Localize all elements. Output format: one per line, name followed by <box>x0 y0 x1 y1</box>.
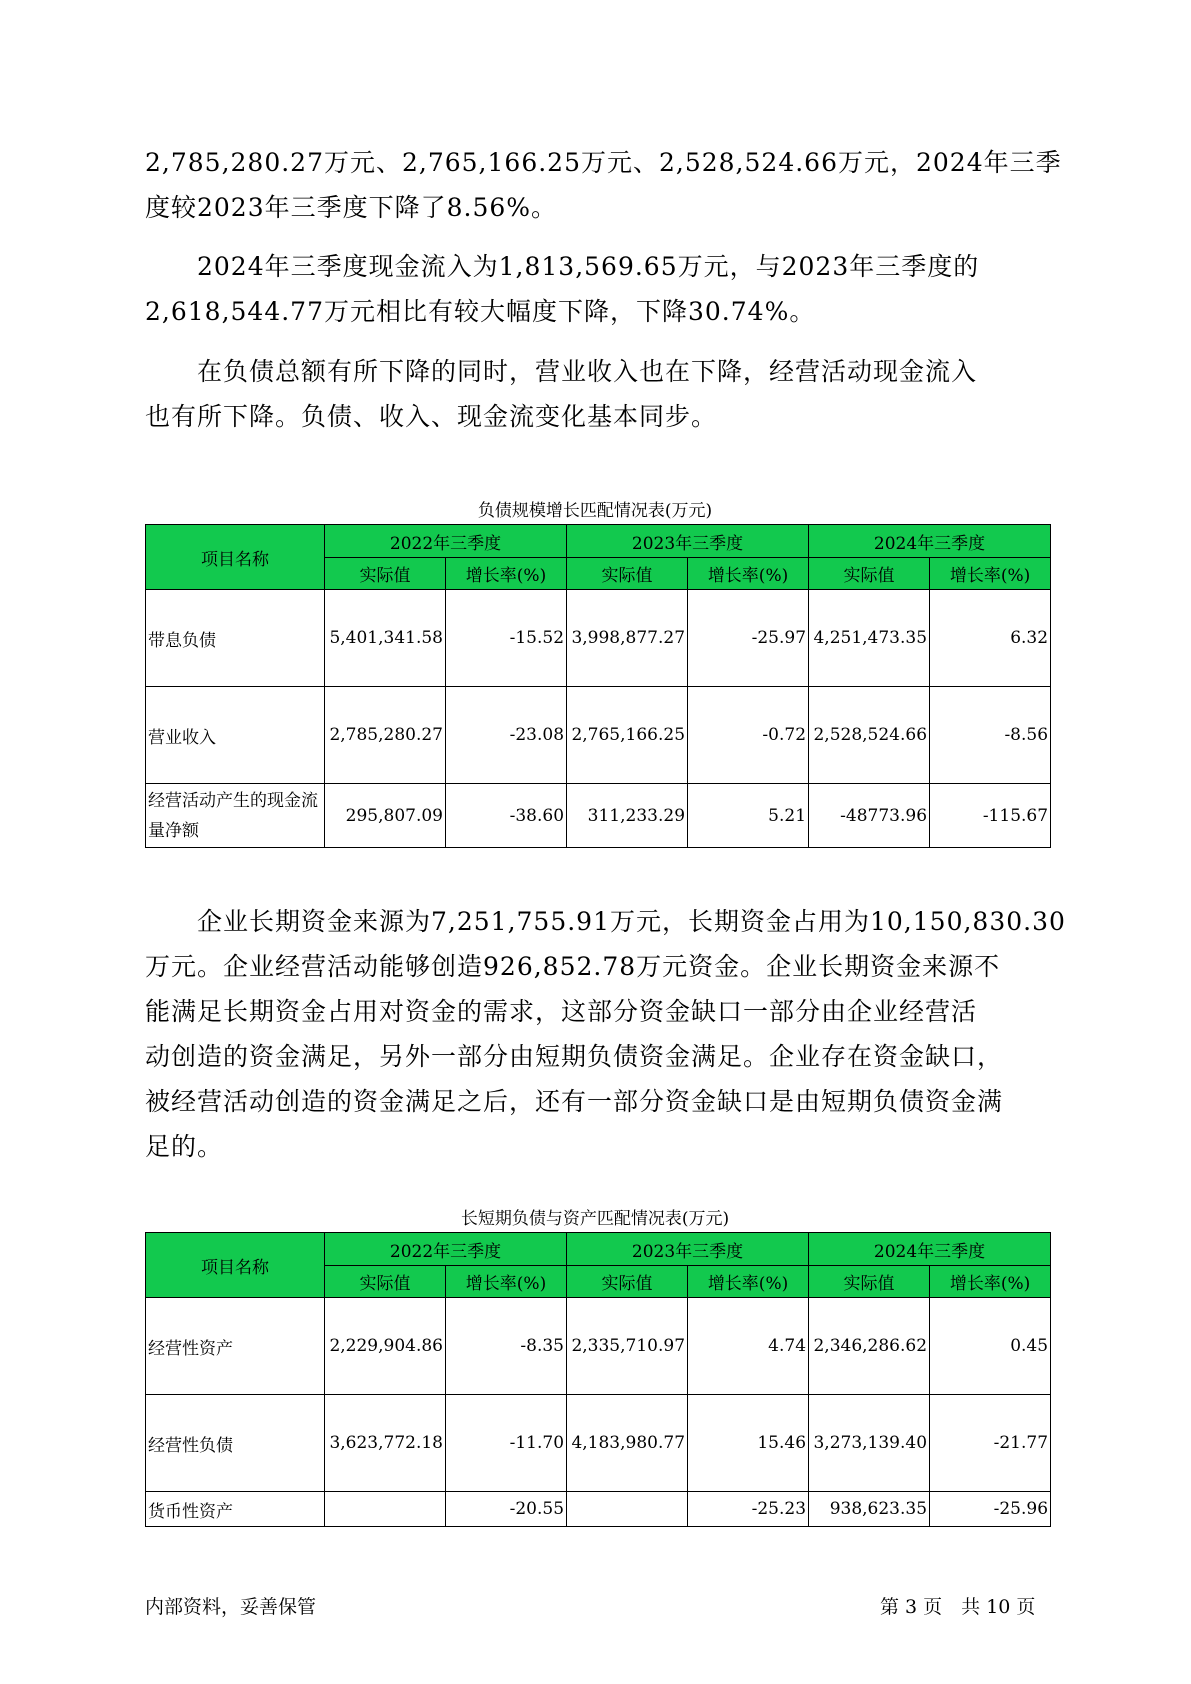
header-actual: 实际值 <box>325 558 446 590</box>
cell-value <box>325 1492 446 1527</box>
cell-value: 3,273,139.40 <box>809 1395 930 1492</box>
text-line: 也有所下降。负债、收入、现金流变化基本同步。 <box>145 402 718 431</box>
text-line: 2024年三季度现金流入为1,813,569.65万元，与2023年三季度的 <box>145 252 980 281</box>
debt-asset-match-table <box>145 1232 1051 1527</box>
cell-value: 2,346,286.62 <box>809 1298 930 1395</box>
header-actual: 实际值 <box>809 1266 930 1298</box>
header-growth: 增长率(%) <box>688 558 809 590</box>
cell-value: 2,785,280.27 <box>325 687 446 784</box>
paragraph-cash-inflow <box>145 244 1045 334</box>
text-line: 在负债总额有所下降的同时，营业收入也在下降，经营活动现金流入 <box>145 357 978 386</box>
header-growth: 增长率(%) <box>688 1266 809 1298</box>
header-actual: 实际值 <box>809 558 930 590</box>
cell-value: 5.21 <box>688 784 809 848</box>
cell-value: 0.45 <box>930 1298 1051 1395</box>
header-period: 2024年三季度 <box>809 525 1051 558</box>
header-growth: 增长率(%) <box>930 558 1051 590</box>
cell-value: -21.77 <box>930 1395 1051 1492</box>
header-growth: 增长率(%) <box>446 558 567 590</box>
cell-value: 2,335,710.97 <box>567 1298 688 1395</box>
row-name: 营业收入 <box>146 687 325 784</box>
header-actual: 实际值 <box>567 1266 688 1298</box>
row-name: 带息负债 <box>146 590 325 687</box>
header-period: 2022年三季度 <box>325 525 567 558</box>
cell-value: -8.35 <box>446 1298 567 1395</box>
paragraph-summary <box>145 349 1045 439</box>
footer-confidential-note: 内部资料，妥善保管 <box>145 1596 317 1618</box>
table-row <box>146 1298 1051 1395</box>
table-row <box>146 590 1051 687</box>
header-item-name: 项目名称 <box>146 525 325 590</box>
cell-value: 2,528,524.66 <box>809 687 930 784</box>
paragraph-revenue <box>145 140 1062 230</box>
cell-value: -25.97 <box>688 590 809 687</box>
header-actual: 实际值 <box>567 558 688 590</box>
text-line: 企业长期资金来源为7,251,755.91万元，长期资金占用为10,150,830.30 <box>145 907 1066 936</box>
text-line: 度较2023年三季度下降了8.56%。 <box>145 193 558 222</box>
cell-value: -15.52 <box>446 590 567 687</box>
cell-value: 2,765,166.25 <box>567 687 688 784</box>
text-line: 被经营活动创造的资金满足之后，还有一部分资金缺口是由短期负债资金满 <box>145 1087 1004 1116</box>
cell-value: 3,998,877.27 <box>567 590 688 687</box>
header-growth: 增长率(%) <box>930 1266 1051 1298</box>
cell-value: 15.46 <box>688 1395 809 1492</box>
cell-value: 311,233.29 <box>567 784 688 848</box>
cell-value: -48773.96 <box>809 784 930 848</box>
cell-value <box>567 1492 688 1527</box>
text-line: 2,785,280.27万元、2,765,166.25万元、2,528,524.66万元，2024年三季 <box>145 148 1062 177</box>
cell-value: 2,229,904.86 <box>325 1298 446 1395</box>
header-item-name: 项目名称 <box>146 1233 325 1298</box>
cell-value: -23.08 <box>446 687 567 784</box>
cell-value: 6.32 <box>930 590 1051 687</box>
table1-caption: 负债规模增长匹配情况表(万元) <box>477 501 713 521</box>
cell-value: -38.60 <box>446 784 567 848</box>
cell-value: 938,623.35 <box>809 1492 930 1527</box>
header-period: 2022年三季度 <box>325 1233 567 1266</box>
table2-caption: 长短期负债与资产匹配情况表(万元) <box>460 1209 730 1229</box>
cell-value: -25.23 <box>688 1492 809 1527</box>
row-name: 货币性资产 <box>146 1492 325 1527</box>
cell-value: -0.72 <box>688 687 809 784</box>
text-line: 万元。企业经营活动能够创造926,852.78万元资金。企业长期资金来源不 <box>145 952 1001 981</box>
table-row <box>146 1395 1051 1492</box>
cell-value: -11.70 <box>446 1395 567 1492</box>
text-line: 2,618,544.77万元相比有较大幅度下降，下降30.74%。 <box>145 297 816 326</box>
row-name: 经营活动产生的现金流量净额 <box>146 784 325 848</box>
header-period: 2023年三季度 <box>567 525 809 558</box>
table-row <box>146 1492 1051 1527</box>
cell-value: 4,251,473.35 <box>809 590 930 687</box>
cell-value: 4.74 <box>688 1298 809 1395</box>
cell-value: 295,807.09 <box>325 784 446 848</box>
cell-value: -8.56 <box>930 687 1051 784</box>
row-name: 经营性资产 <box>146 1298 325 1395</box>
header-period: 2024年三季度 <box>809 1233 1051 1266</box>
footer-page-number: 第 3 页 共 10 页 <box>880 1596 1036 1618</box>
cell-value: 5,401,341.58 <box>325 590 446 687</box>
cell-value: -115.67 <box>930 784 1051 848</box>
text-line: 足的。 <box>145 1132 224 1161</box>
header-growth: 增长率(%) <box>446 1266 567 1298</box>
cell-value: -20.55 <box>446 1492 567 1527</box>
text-line: 动创造的资金满足，另外一部分由短期负债资金满足。企业存在资金缺口， <box>145 1042 1004 1071</box>
cell-value: -25.96 <box>930 1492 1051 1527</box>
debt-growth-table <box>145 524 1051 848</box>
header-period: 2023年三季度 <box>567 1233 809 1266</box>
cell-value: 3,623,772.18 <box>325 1395 446 1492</box>
table-row <box>146 687 1051 784</box>
paragraph-long-term-funds <box>145 899 1066 1169</box>
table-row <box>146 784 1051 848</box>
row-name: 经营性负债 <box>146 1395 325 1492</box>
cell-value: 4,183,980.77 <box>567 1395 688 1492</box>
text-line: 能满足长期资金占用对资金的需求，这部分资金缺口一部分由企业经营活 <box>145 997 978 1026</box>
header-actual: 实际值 <box>325 1266 446 1298</box>
